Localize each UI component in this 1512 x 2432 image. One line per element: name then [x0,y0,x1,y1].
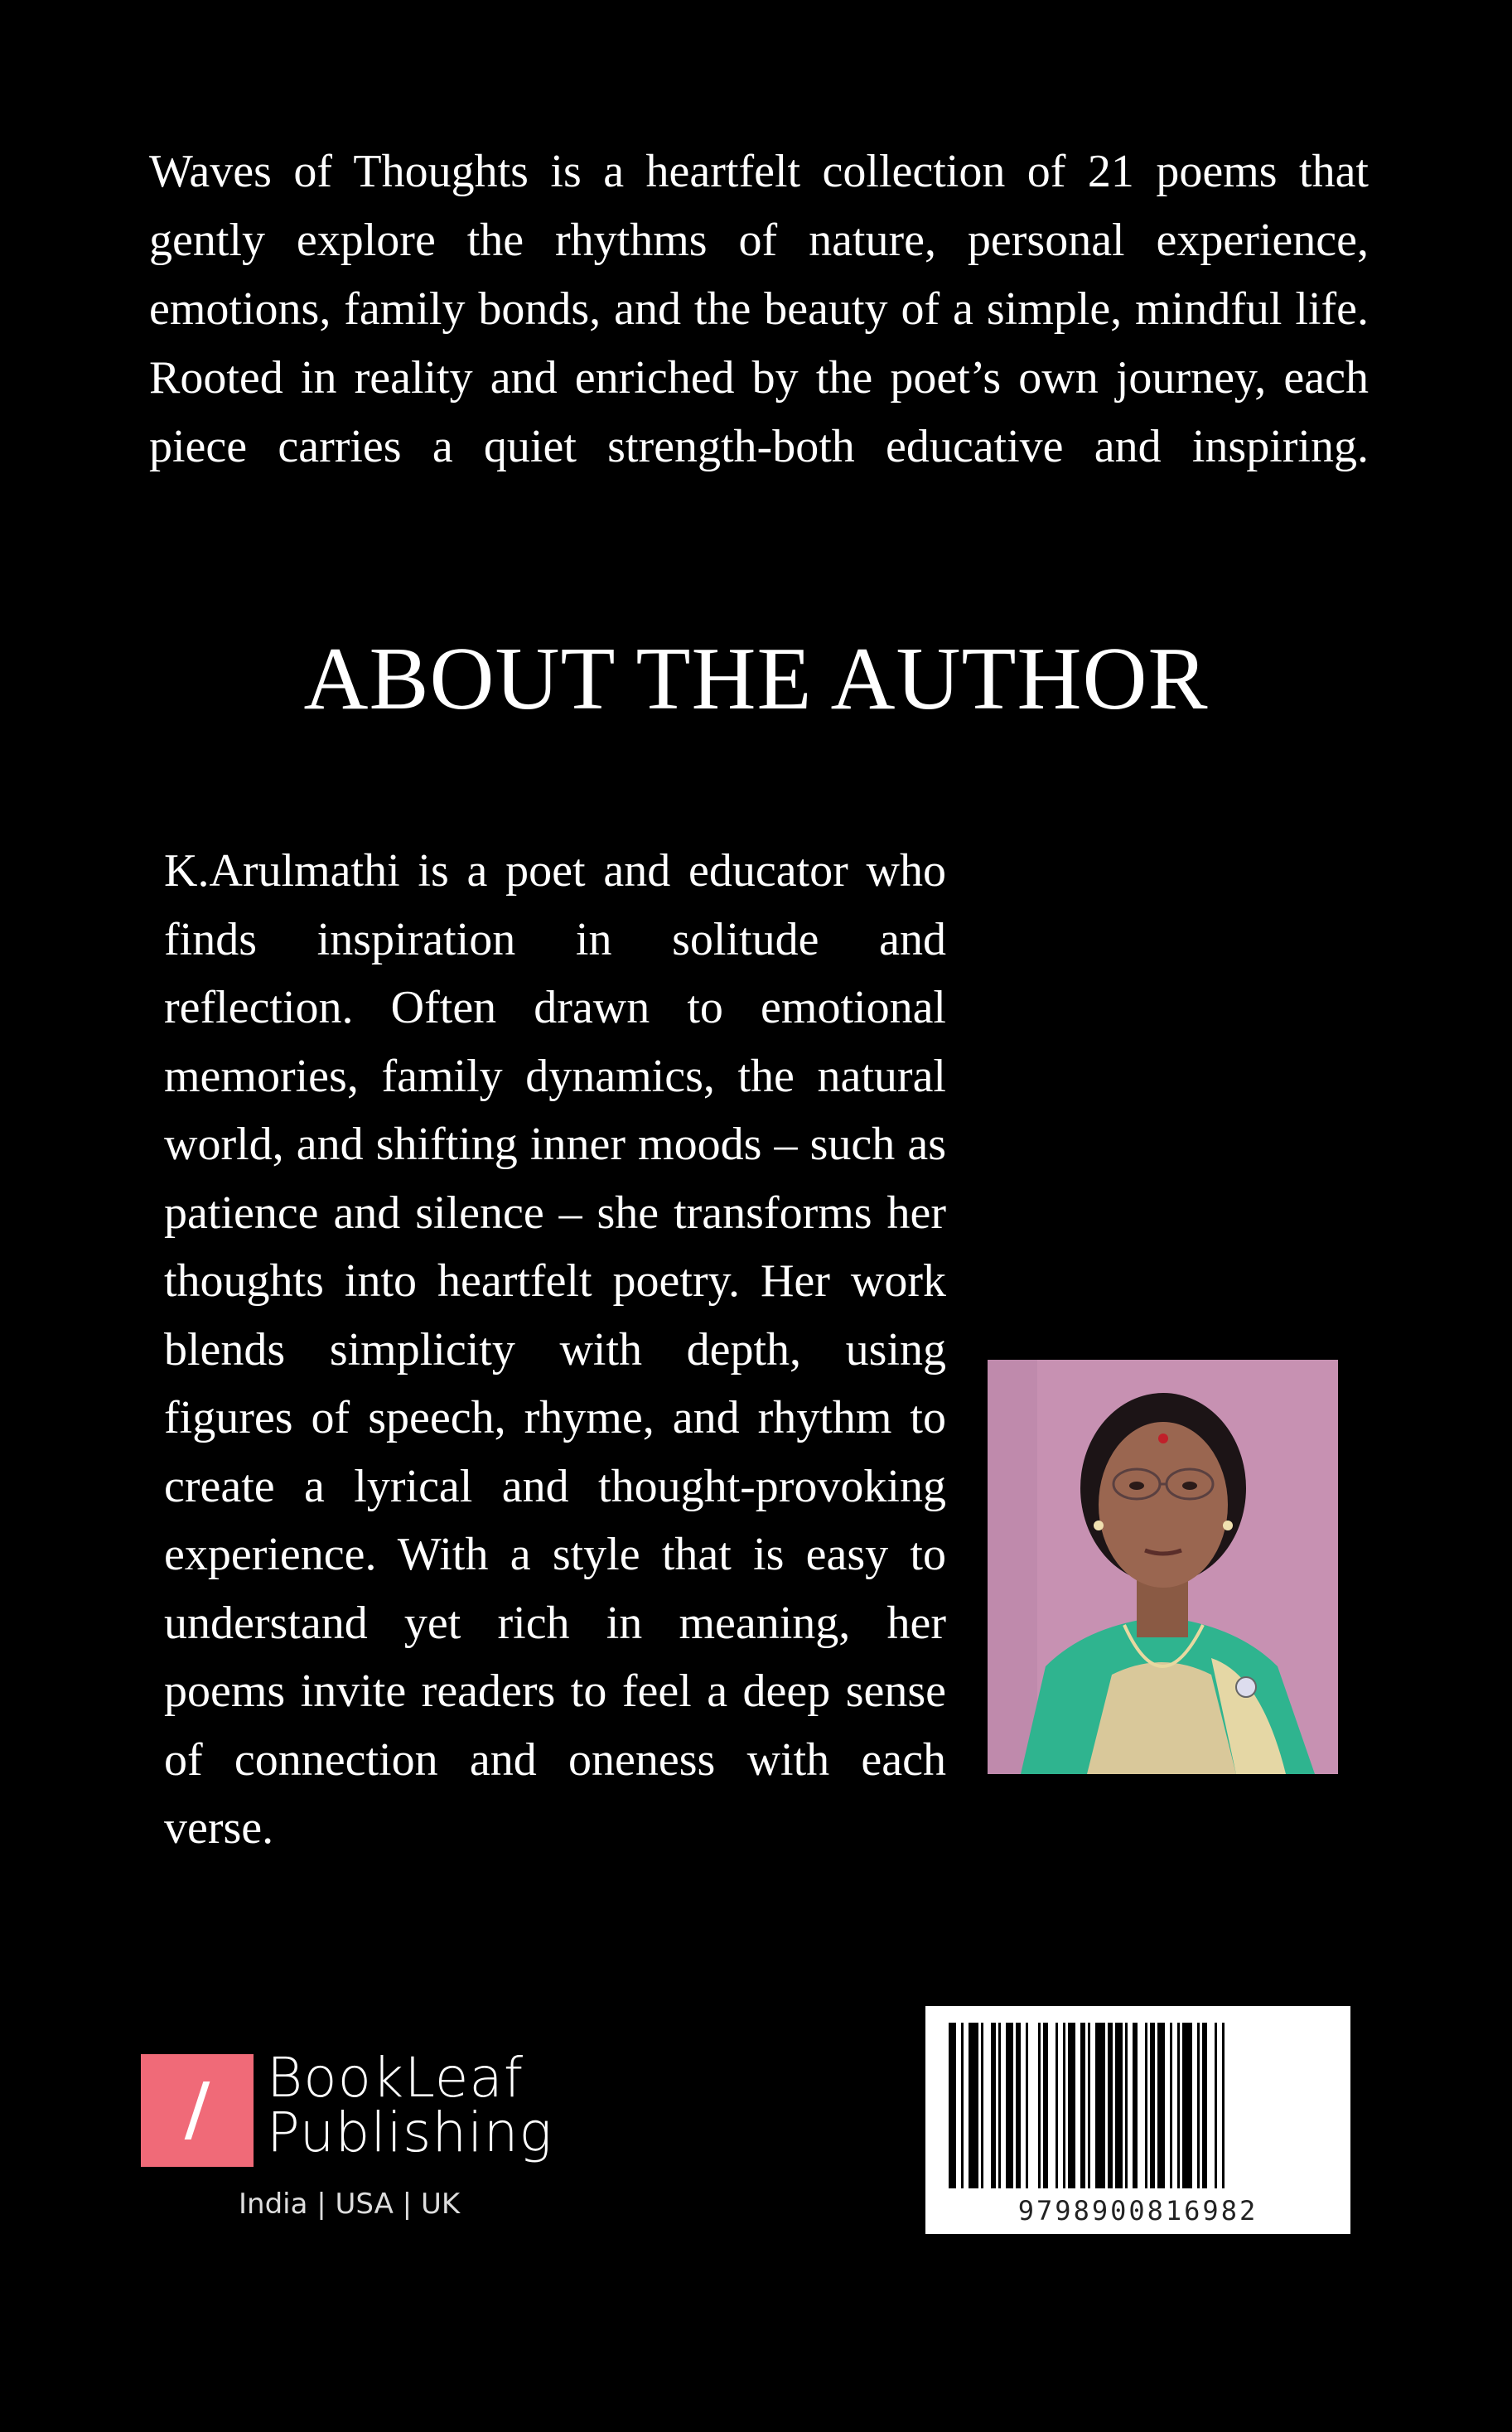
barcode-bar [1016,2023,1021,2188]
publisher-logo-mark [141,2054,254,2167]
barcode-bar [1150,2023,1155,2188]
barcode-bar [981,2023,983,2188]
about-author-heading: ABOUT THE AUTHOR [303,630,1209,728]
isbn-number: 9798900816982 [1017,2195,1258,2227]
barcode-bar [1157,2023,1165,2188]
barcode-bar [1182,2023,1192,2188]
barcode-bar [1006,2023,1013,2188]
barcode-bar [1063,2023,1065,2188]
book-description: Waves of Thoughts is a heartfelt collection of 21 poems that gently explore the rhythms of nature, personal experience, emotions, family bonds, and the beauty of a simple, mindful life. Rooted in reality and enriched by the poet’s own journey, each piece carries a quiet strength-both educative and inspiring. [149,146,1369,472]
barcode-bar [1145,2023,1147,2188]
barcode-bar [1088,2023,1090,2188]
barcode-bar [1177,2023,1180,2188]
publisher-logo [141,2046,555,2170]
barcode-bar [1170,2023,1172,2188]
barcode-bar [1115,2023,1123,2188]
barcode-bar [1222,2023,1225,2188]
isbn-barcode [925,2006,1350,2234]
barcode-bar [1095,2023,1105,2188]
author-photo [988,1360,1338,1774]
barcode-bar [1125,2023,1128,2188]
barcode-bar [998,2023,1001,2188]
barcode-bar [1038,2023,1041,2188]
barcode-bar [1215,2023,1217,2188]
barcode-bar [1108,2023,1113,2188]
barcode-bar [1197,2023,1200,2188]
barcode-bar [949,2023,956,2188]
barcode-bar [961,2023,964,2188]
barcode-bar [1056,2023,1058,2188]
barcode-bar [1133,2023,1138,2188]
barcode-bar [1068,2023,1075,2188]
barcode-bar [1043,2023,1048,2188]
publisher-locations: India | USA | UK [239,2188,461,2221]
barcode-bar [969,2023,978,2188]
publisher-name-line1: BookLeaf [267,2046,524,2110]
publisher-name-line2: Publishing [267,2101,553,2164]
barcode-bar [1080,2023,1085,2188]
barcode-bar [991,2023,996,2188]
author-bio: K.Arulmathi is a poet and educator who finds inspiration in solitude and reflection. Often drawn to emotional memories, family dynamics, the natural world, and shifting inner moods – such as patience and silence – she transforms her thoughts into heartfelt poetry. Her work blends simplicity with depth, using figures of speech, rhyme, and rhythm to create a lyrical and thought-provoking experience. With a style that is easy to understand yet rich in meaning, her poems invite readers to feel a deep sense of connection and oneness with each verse. [164,845,946,1854]
barcode-bar [1026,2023,1028,2188]
barcode-bar [1202,2023,1207,2188]
